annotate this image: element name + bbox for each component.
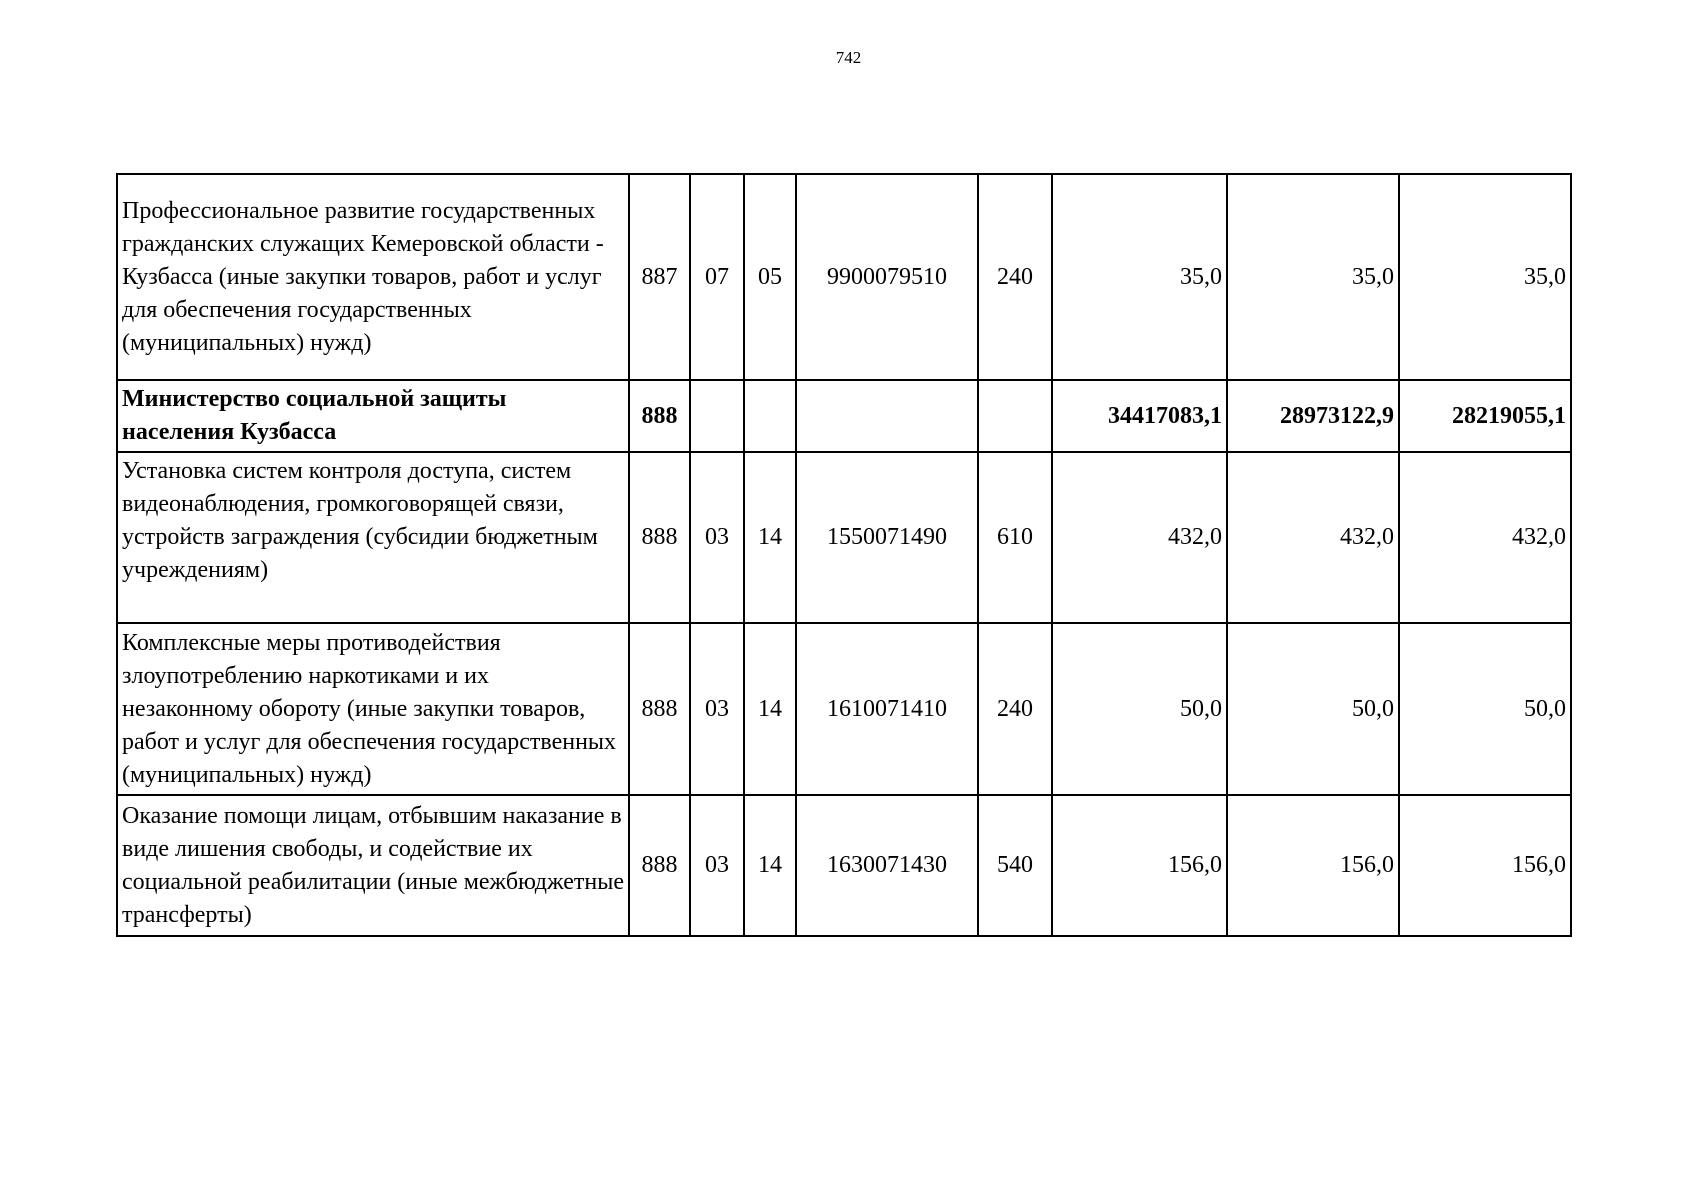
row-name: Профессиональное развитие государственных гражданских служащих Кемеровской области - Кузбасса (иные закупки товаров, работ и услуг для обеспечения государственных (муниципальных) нужд) [117, 174, 629, 380]
amount-1: 50,0 [1052, 623, 1227, 795]
expense-kind-code: 240 [978, 623, 1052, 795]
expense-kind-code: 610 [978, 452, 1052, 623]
section-code [690, 380, 744, 452]
amount-2: 50,0 [1227, 623, 1399, 795]
table-row [117, 380, 1571, 452]
subsection-code [744, 380, 796, 452]
expense-kind-code: 540 [978, 795, 1052, 936]
amount-2: 432,0 [1227, 452, 1399, 623]
budget-table [116, 173, 1572, 937]
ministry-code: 888 [629, 795, 690, 936]
amount-3: 156,0 [1399, 795, 1571, 936]
page-number: 742 [835, 48, 862, 67]
section-code: 03 [690, 452, 744, 623]
amount-3: 432,0 [1399, 452, 1571, 623]
subsection-code: 14 [744, 452, 796, 623]
amount-1: 156,0 [1052, 795, 1227, 936]
ministry-code: 888 [629, 623, 690, 795]
section-code: 03 [690, 623, 744, 795]
ministry-code: 888 [629, 452, 690, 623]
table-row [117, 795, 1571, 936]
target-code: 1550071490 [796, 452, 978, 623]
row-name: Министерство социальной защиты населения Кузбасса [117, 380, 629, 452]
ministry-code: 888 [629, 380, 690, 452]
target-code: 9900079510 [796, 174, 978, 380]
target-code [796, 380, 978, 452]
amount-3: 28219055,1 [1399, 380, 1571, 452]
subsection-code: 14 [744, 623, 796, 795]
expense-kind-code: 240 [978, 174, 1052, 380]
section-code: 03 [690, 795, 744, 936]
ministry-code: 887 [629, 174, 690, 380]
amount-1: 34417083,1 [1052, 380, 1227, 452]
table-row [117, 452, 1571, 623]
target-code: 1610071410 [796, 623, 978, 795]
table-row [117, 623, 1571, 795]
expense-kind-code [978, 380, 1052, 452]
amount-3: 35,0 [1399, 174, 1571, 380]
row-name: Оказание помощи лицам, отбывшим наказание в виде лишения свободы, и содействие их социальной реабилитации (иные межбюджетные трансферты) [117, 795, 629, 936]
amount-3: 50,0 [1399, 623, 1571, 795]
section-code: 07 [690, 174, 744, 380]
target-code: 1630071430 [796, 795, 978, 936]
amount-2: 156,0 [1227, 795, 1399, 936]
amount-2: 35,0 [1227, 174, 1399, 380]
subsection-code: 05 [744, 174, 796, 380]
table-row [117, 174, 1571, 380]
row-name: Установка систем контроля доступа, систем видеонаблюдения, громкоговорящей связи, устройств заграждения (субсидии бюджетным учреждениям) [117, 452, 629, 623]
row-name: Комплексные меры противодействия злоупотреблению наркотиками и их незаконному обороту (иные закупки товаров, работ и услуг для обеспечения государственных (муниципальных) нужд) [117, 623, 629, 795]
amount-2: 28973122,9 [1227, 380, 1399, 452]
amount-1: 35,0 [1052, 174, 1227, 380]
subsection-code: 14 [744, 795, 796, 936]
amount-1: 432,0 [1052, 452, 1227, 623]
